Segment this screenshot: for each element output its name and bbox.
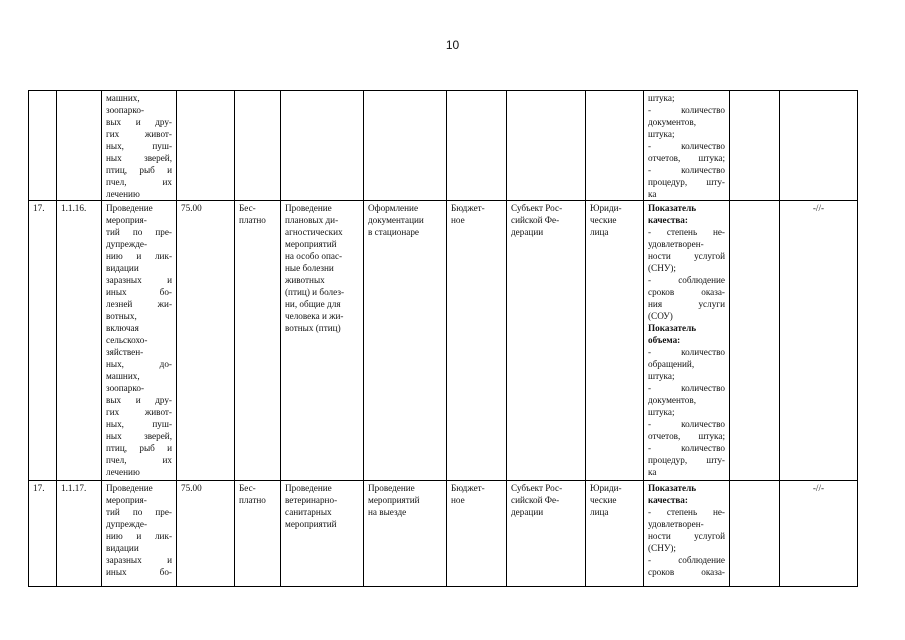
reference-cell: -//- xyxy=(780,481,858,587)
table-row xyxy=(29,201,858,481)
service-condition: Проведение мероприятий на выезде xyxy=(364,481,447,587)
service-code: 1.1.17. xyxy=(57,481,102,587)
service-price: Бес- платно xyxy=(235,481,281,587)
service-condition xyxy=(364,91,447,201)
indicators: штука; - количество документов, штука; - количество отчетов, штука; - количество процедур, шту- ка xyxy=(644,91,730,201)
volume-indicator-title: Показатель объема: xyxy=(648,323,697,345)
service-code xyxy=(57,91,102,201)
service-registry-table xyxy=(28,90,858,587)
extra-cell xyxy=(730,481,780,587)
indicators xyxy=(644,481,730,587)
budget-type xyxy=(447,91,507,201)
service-name: Проведение мероприя- тий по пре- дупрежде- нию и лик- видации заразных и иных бо- лезней жи- вотных, включая сельскохо- зяйствен- ных, до- машних, зоопарко- вых и дру- гих живот- ных, пуш- ных зверей, птиц, рыб и пчел, их лечению xyxy=(102,201,177,481)
extra-cell xyxy=(730,201,780,481)
reference-cell: -//- xyxy=(780,201,858,481)
quality-indicator-title: Показатель качества: xyxy=(648,483,697,505)
responsible-subject: Субъект Рос- сийской Фе- дерации xyxy=(507,481,586,587)
budget-type: Бюджет- ное xyxy=(447,481,507,587)
service-condition: Оформление документации в стационаре xyxy=(364,201,447,481)
budget-type: Бюджет- ное xyxy=(447,201,507,481)
service-name: машних, зоопарко- вых и дру- гих живот- ных, пуш- ных зверей, птиц, рыб и пчел, их лечению xyxy=(102,91,177,201)
service-value: 75.00 xyxy=(177,201,235,481)
quality-indicators: - степень не- удовлетворен- ности услугой (СНУ); - соблюдение сроков оказа- ния услуги (СОУ) xyxy=(648,227,725,321)
service-code: 1.1.16. xyxy=(57,201,102,481)
quality-indicator-title: Показатель качества: xyxy=(648,203,697,225)
service-content xyxy=(281,91,364,201)
table-row xyxy=(29,481,858,587)
consumers xyxy=(586,91,644,201)
volume-indicators: - количество обращений, штука; - количество документов, штука; - количество отчетов, штука; - количество процедур, шту- ка xyxy=(648,347,725,477)
service-value xyxy=(177,91,235,201)
page-number: 10 xyxy=(445,38,460,52)
service-price xyxy=(235,91,281,201)
indicators xyxy=(644,201,730,481)
table-row xyxy=(29,91,858,201)
extra-cell xyxy=(730,91,780,201)
responsible-subject xyxy=(507,91,586,201)
service-price: Бес- платно xyxy=(235,201,281,481)
consumers: Юриди- ческие лица xyxy=(586,481,644,587)
quality-indicators: - степень не- удовлетворен- ности услугой (СНУ); - соблюдение сроков оказа- xyxy=(648,507,725,577)
service-value: 75.00 xyxy=(177,481,235,587)
service-name: Проведение мероприя- тий по пре- дупрежде- нию и лик- видации заразных и иных бо- xyxy=(102,481,177,587)
reference-cell xyxy=(780,91,858,201)
consumers: Юриди- ческие лица xyxy=(586,201,644,481)
responsible-subject: Субъект Рос- сийской Фе- дерации xyxy=(507,201,586,481)
row-number: 17. xyxy=(29,481,57,587)
service-content: Проведение плановых ди- агностических мероприятий на особо опас- ные болезни животных (птиц) и болез- ни, общие для человека и жи- вотных (птиц) xyxy=(281,201,364,481)
service-content: Проведение ветеринарно- санитарных мероприятий xyxy=(281,481,364,587)
row-number xyxy=(29,91,57,201)
row-number: 17. xyxy=(29,201,57,481)
